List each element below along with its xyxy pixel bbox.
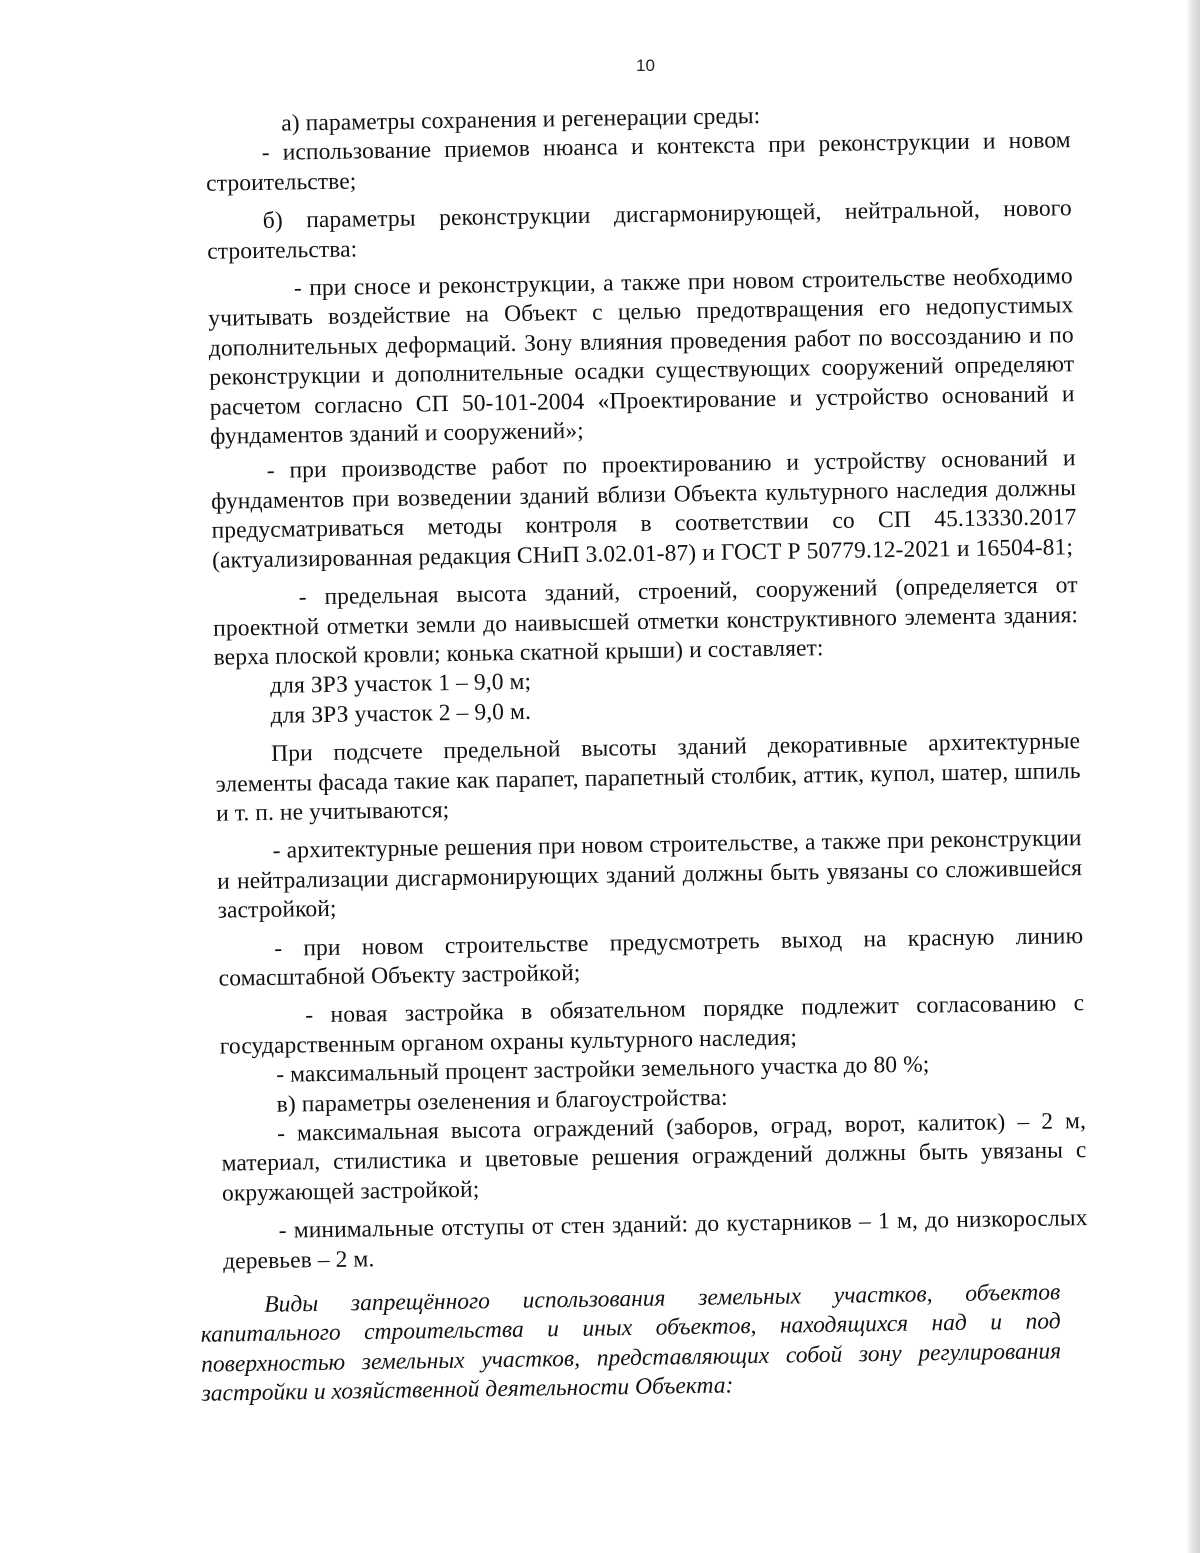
paragraph-setbacks: - минимальные отступы от стен зданий: до кустарников – 1 м, до низкорослых деревьев – 2 м. [222, 1205, 1088, 1275]
paragraph-architectural: - архитектурные решения при новом строительстве, а также при реконструкции и нейтрализации дисгармонирующих зданий должны быть увязаны со сложившейся застройкой; [216, 825, 1083, 924]
paragraph-greenery-params: в) параметры озеленения и благоустройства: [276, 1084, 728, 1118]
paragraph-red-line: - при новом строительстве предусмотреть выход на красную линию сомасштабной Объекту застройкой; [218, 922, 1084, 992]
paragraph-reconstruction-params: б) параметры реконструкции дисгармонирующей, нейтральной, нового строительства: [207, 195, 1072, 265]
section-heading [200, 1278, 1062, 1409]
paragraph-fence-height: - максимальная высота ограждений (заборов, оград, ворот, калиток) – 2 м, материал, стилистика и цветовые решения ограждений должны быть увязаны с окружающей застройкой; [221, 1108, 1087, 1207]
body-text [205, 97, 1088, 1276]
paragraph-max-height: - предельная высота зданий, строений, сооружений (определяется от проектной отметки земли до наивысшей отметки конструктивного элемента здания: верха плоской кровли; конька скатной крыши) и составляет: [212, 572, 1079, 671]
paragraph-max-percent: - максимальный процент застройки земельного участка до 80 %; [276, 1051, 930, 1088]
section-heading-text: Виды запрещённого использования земельных участков, объектов капитального строительства и иных объектов, находящихся над и под поверхностью земельных участков, представляющих собой зону регулирования застройки и хозяйственной деятельности Объекта: [200, 1279, 1062, 1407]
paragraph-zone-2: для ЗРЗ участок 2 – 9,0 м. [270, 698, 532, 729]
paragraph-zone-1: для ЗРЗ участок 1 – 9,0 м; [269, 669, 532, 700]
page-number: 10 [636, 56, 655, 75]
paragraph-demolition: - при сносе и реконструкции, а также при новом строительстве необходимо учитывать воздействие на Объект с целью предотвращения его недопустимых дополнительных деформаций. Зону влияния проведения работ по воссозданию и по реконструкции и дополнительные осадки существующих сооружений определяют расчетом согласно СП 50-101-2004 «Проектирование и устройство оснований и фундаментов зданий и сооружений»; [208, 263, 1075, 450]
paragraph-nuance-context: - использование приемов нюанса и контекста при реконструкции и новом строительстве; [205, 127, 1071, 197]
paragraph-height-calc: При подсчете предельной высоты зданий декоративные архитектурные элементы фасада такие как парапет, парапетный столбик, аттик, купол, шатер, шпиль и т. п. не учитываются; [215, 728, 1081, 827]
paragraph-foundations: - при производстве работ по проектированию и устройству оснований и фундаментов при возведении зданий вблизи Объекта культурного наследия должны предусматриваться методы контроля в соответствии со СП 45.13330.2017 (актуализированная редакция СНиП 3.02.01-87) и ГОСТ Р 50779.12-2021 и 16504-81; [210, 445, 1077, 574]
paragraph-approval: - новая застройка в обязательном порядке подлежит согласованию с государственным органом охраны культурного наследия; [219, 990, 1085, 1060]
scan-page-edge [1100, 0, 1200, 1553]
paragraph-env-params: а) параметры сохранения и регенерации среды: [281, 103, 761, 137]
